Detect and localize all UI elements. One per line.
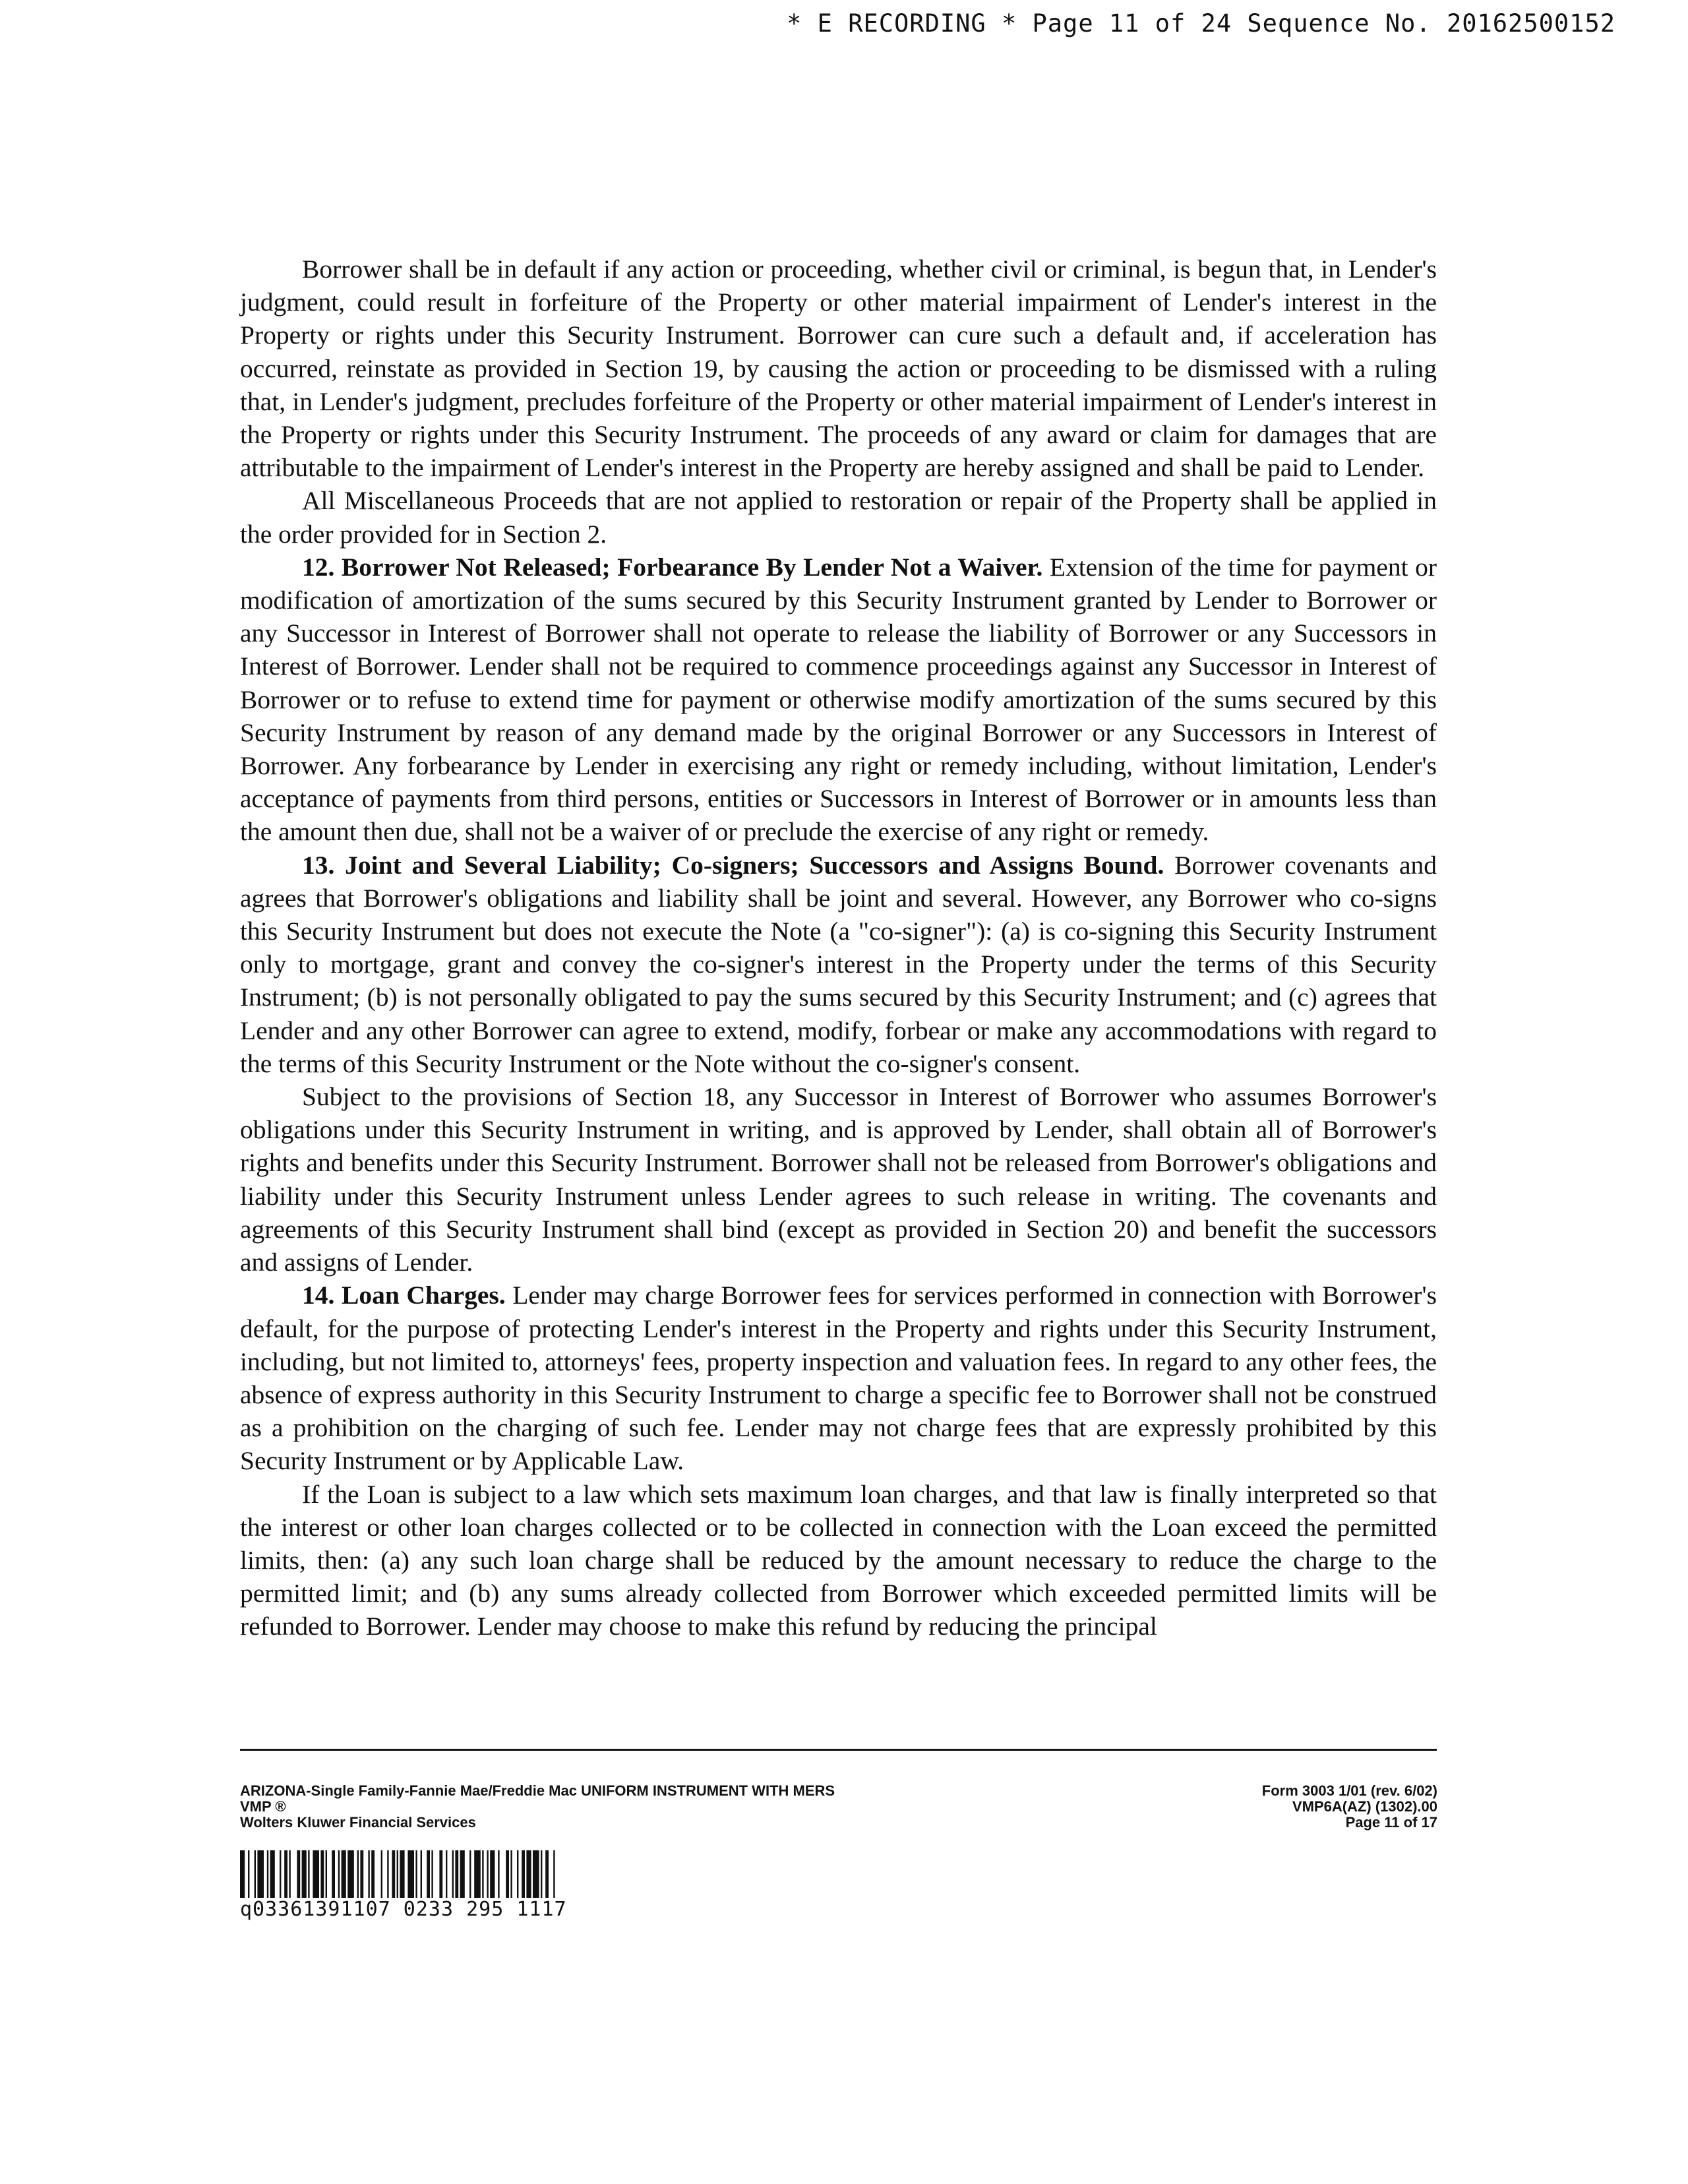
section-13 [240, 849, 1437, 1080]
paragraph: All Miscellaneous Proceeds that are not applied to restoration or repair of the Property shall be applied in the order provided for in Section 2. [240, 486, 1437, 549]
section-number: 12. [302, 552, 335, 582]
footer-page-number: Page 11 of 17 [1345, 1814, 1437, 1831]
section-14 [240, 1279, 1437, 1477]
recording-header: * E RECORDING * Page 11 of 24 Sequence No. 20162500152 [787, 9, 1615, 38]
section-12 [240, 551, 1437, 849]
footer-divider [240, 1749, 1437, 1751]
footer-form-info [240, 1783, 835, 1831]
section-title: Loan Charges. [341, 1281, 506, 1310]
document-body [240, 253, 1437, 1643]
paragraph: Borrower shall be in default if any action or proceeding, whether civil or criminal, is begun that, in Lender's judgment, could result in forfeiture of the Property or other material impairment of Lender's interest in the Property or rights under this Security Instrument. Borrower can cure such a default and, if acceleration has occurred, reinstate as provided in Section 19, by causing the action or proceeding to be dismissed with a ruling that, in Lender's judgment, precludes forfeiture of the Property or other material impairment of Lender's interest in the Property or rights under this Security Instrument. The proceeds of any award or claim for damages that are attributable to the impairment of Lender's interest in the Property are hereby assigned and shall be paid to Lender. [240, 255, 1437, 483]
barcode-number: q03361391107 0233 295 1117 [240, 1898, 567, 1921]
footer-vmp: VMP ® [240, 1798, 286, 1815]
section-number: 14. [302, 1281, 335, 1310]
section-number: 13. [302, 850, 335, 880]
section-text: Extension of the time for payment or modification of amortization of the sums secured by this Security Instrument granted by Lender to Borrower or any Successor in Interest of Borrower shall not operate to release the liability of Borrower or any Successors in Interest of Borrower. Lender shall not be required to commence proceedings against any Successor in Interest of Borrower or to refuse to extend time for payment or otherwise modify amortization of the sums secured by this Security Instrument by reason of any demand made by the original Borrower or any Successors in Interest of Borrower. Any forbearance by Lender in exercising any right or remedy including, without limitation, Lender's acceptance of payments from third persons, entities or Successors in Interest of Borrower or in amounts less than the amount then due, shall not be a waiver of or preclude the exercise of any right or remedy. [240, 552, 1437, 847]
barcode-icon [240, 1850, 708, 1898]
paragraph: If the Loan is subject to a law which sets maximum loan charges, and that law is finally interpreted so that the interest or other loan charges collected or to be collected in connection with the Loan exceed the permitted limits, then: (a) any such loan charge shall be reduced by the amount necessary to reduce the charge to the permitted limit; and (b) any sums already collected from Borrower which exceeded permitted limits will be refunded to Borrower. Lender may choose to make this refund by reducing the principal [240, 1479, 1437, 1641]
footer-vmp-code: VMP6A(AZ) (1302).00 [1292, 1798, 1437, 1815]
section-title: Joint and Several Liability; Co-signers; Successors and Assigns Bound. [345, 850, 1164, 880]
paragraph: Subject to the provisions of Section 18, any Successor in Interest of Borrower who assumes Borrower's obligations under this Security Instrument in writing, and is approved by Lender, shall obtain all of Borrower's rights and benefits under this Security Instrument. Borrower shall not be released from Borrower's obligations and liability under this Security Instrument unless Lender agrees to such release in writing. The covenants and agreements of this Security Instrument shall bind (except as provided in Section 20) and benefit the successors and assigns of Lender. [240, 1082, 1437, 1277]
section-title: Borrower Not Released; Forbearance By Lender Not a Waiver. [341, 552, 1043, 582]
footer-form-code: Form 3003 1/01 (rev. 6/02) [1261, 1782, 1437, 1799]
footer-form-title: ARIZONA-Single Family-Fannie Mae/Freddie Mac UNIFORM INSTRUMENT WITH MERS [240, 1782, 835, 1799]
section-text: Borrower covenants and agrees that Borrower's obligations and liability shall be joint and several. However, any Borrower who co-signs this Security Instrument but does not execute the Note (a "co-signer"): (a) is co-signing this Security Instrument only to mortgage, grant and convey the co-signer's interest in the Property under the terms of this Security Instrument; (b) is not personally obligated to pay the sums secured by this Security Instrument; and (c) agrees that Lender and any other Borrower can agree to extend, modify, forbear or make any accommodations with regard to the terms of this Security Instrument or the Note without the co-signer's consent. [240, 850, 1437, 1078]
section-text: Lender may charge Borrower fees for services performed in connection with Borrower's default, for the purpose of protecting Lender's interest in the Property and rights under this Security Instrument, including, but not limited to, attorneys' fees, property inspection and valuation fees. In regard to any other fees, the absence of express authority in this Security Instrument to charge a specific fee to Borrower shall not be construed as a prohibition on the charging of such fee. Lender may not charge fees that are expressly prohibited by this Security Instrument or by Applicable Law. [240, 1281, 1437, 1476]
footer-publisher: Wolters Kluwer Financial Services [240, 1814, 476, 1831]
footer-form-number [1262, 1783, 1437, 1831]
